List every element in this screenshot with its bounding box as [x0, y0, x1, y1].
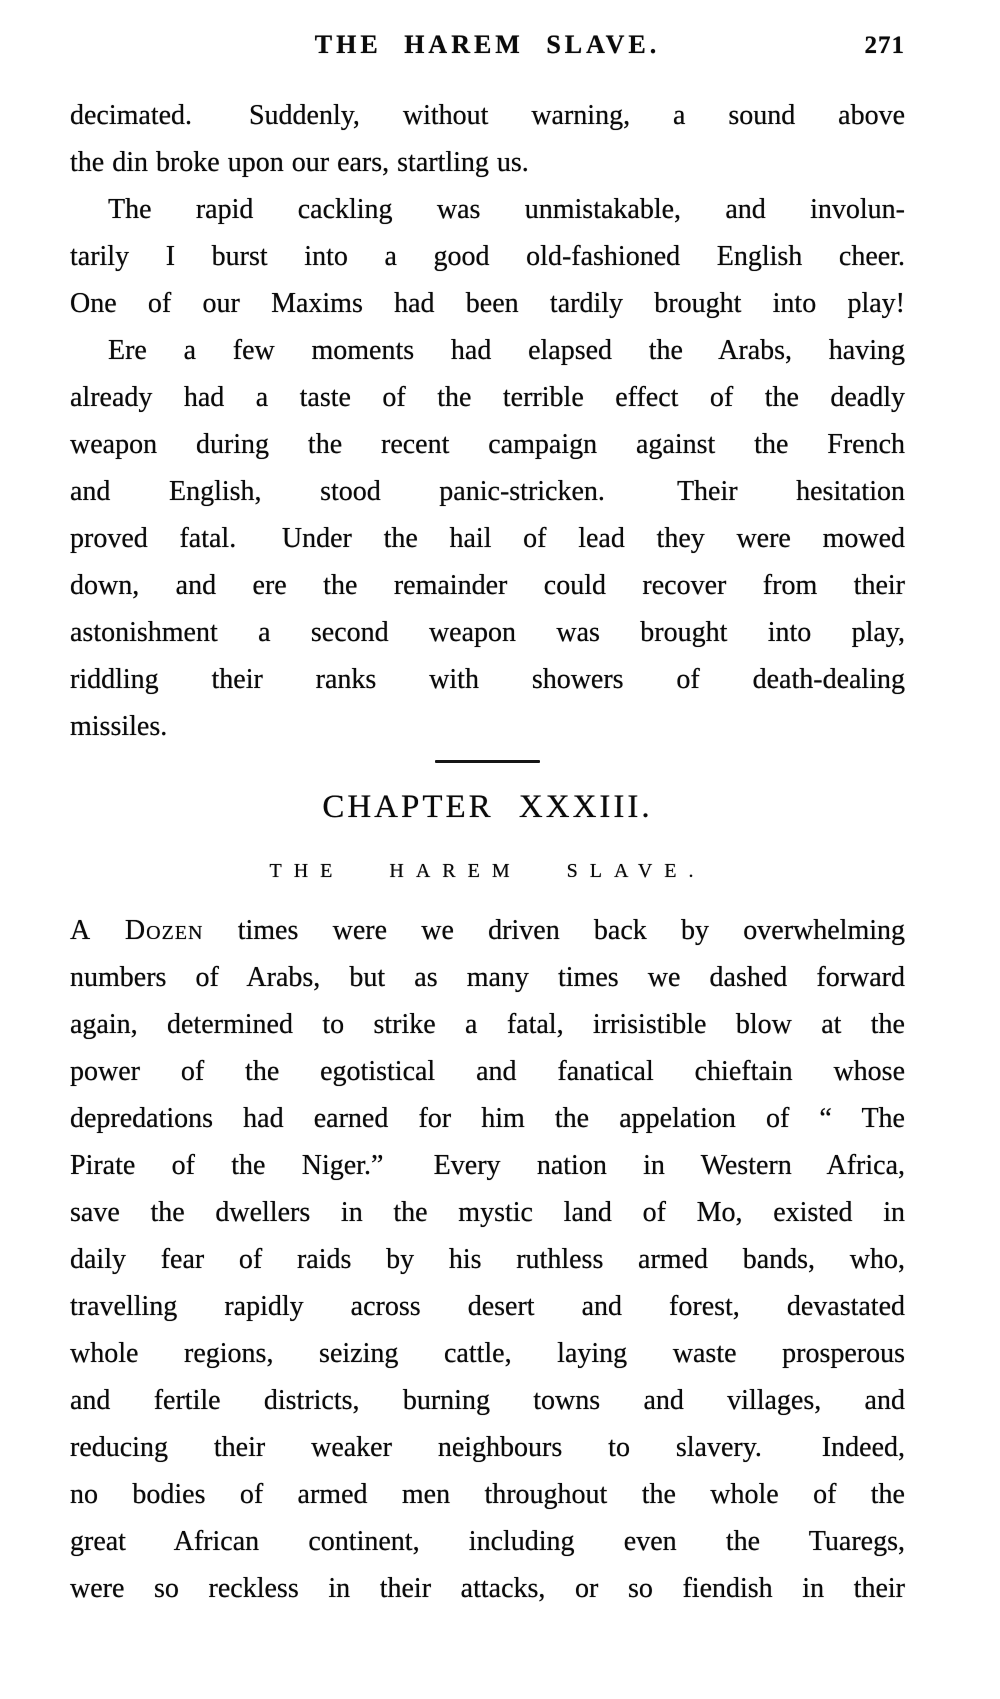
text-line: reducing their weaker neighbours to slavery. Indeed,	[70, 1432, 905, 1463]
text-line: save the dwellers in the mystic land of Mo, existed in	[70, 1197, 905, 1228]
text-line: and English, stood panic-stricken. Their hesitation	[70, 476, 905, 507]
chapter-subtitle: THE HAREM SLAVE.	[269, 860, 706, 882]
paragraph	[70, 186, 905, 327]
text-line	[70, 907, 905, 954]
text-line: the din broke upon our ears, startling us.	[70, 147, 529, 178]
section-divider-rule	[435, 760, 540, 763]
text-line: power of the egotistical and fanatical chieftain whose	[70, 1056, 905, 1087]
text-line: tarily I burst into a good old-fashioned English cheer.	[70, 241, 905, 272]
text-line: missiles.	[70, 711, 168, 742]
text-line: again, determined to strike a fatal, irrisistible blow at the	[70, 1009, 905, 1040]
text-line: One of our Maxims had been tardily brought into play!	[70, 288, 905, 319]
chapter-heading: CHAPTER XXXIII.	[322, 789, 653, 825]
text-line: no bodies of armed men throughout the whole of the	[70, 1479, 905, 1510]
paragraph	[70, 327, 905, 750]
text-line: already had a taste of the terrible effect of the deadly	[70, 382, 905, 413]
text-line: daily fear of raids by his ruthless armed bands, who,	[70, 1244, 905, 1275]
text-line: were so reckless in their attacks, or so fiendish in their	[70, 1573, 905, 1604]
chapter-text	[70, 907, 905, 1612]
text-line: riddling their ranks with showers of death-dealing	[70, 664, 905, 695]
paragraph	[70, 907, 905, 1612]
text-line: and fertile districts, burning towns and villages, and	[70, 1385, 905, 1416]
paragraph	[70, 92, 905, 186]
text-line-rest: times were we driven back by overwhelming	[237, 915, 906, 946]
running-title: THE HAREM SLAVE.	[314, 30, 661, 59]
text-line: whole regions, seizing cattle, laying waste prosperous	[70, 1338, 905, 1369]
page-header	[70, 30, 905, 66]
text-line: great African continent, including even the Tuaregs,	[70, 1526, 905, 1557]
text-line: down, and ere the remainder could recover from their	[70, 570, 905, 601]
text-line: decimated. Suddenly, without warning, a sound above	[70, 100, 905, 131]
text-line: astonishment a second weapon was brought into play,	[70, 617, 905, 648]
text-line: proved fatal. Under the hail of lead they were mowed	[70, 523, 905, 554]
smallcaps-lead: A Dozen	[70, 915, 204, 946]
text-line: travelling rapidly across desert and forest, devastated	[70, 1291, 905, 1322]
pre-chapter-text	[70, 92, 905, 750]
text-line: weapon during the recent campaign against the French	[70, 429, 905, 460]
text-line: Pirate of the Niger.” Every nation in Western Africa,	[70, 1150, 905, 1181]
page-number: 271	[864, 32, 905, 59]
text-line: depredations had earned for him the appelation of “ The	[70, 1103, 905, 1134]
text-line: The rapid cackling was unmistakable, and involun-	[108, 194, 905, 225]
text-line: numbers of Arabs, but as many times we dashed forward	[70, 962, 905, 993]
text-line: Ere a few moments had elapsed the Arabs, having	[108, 335, 905, 366]
